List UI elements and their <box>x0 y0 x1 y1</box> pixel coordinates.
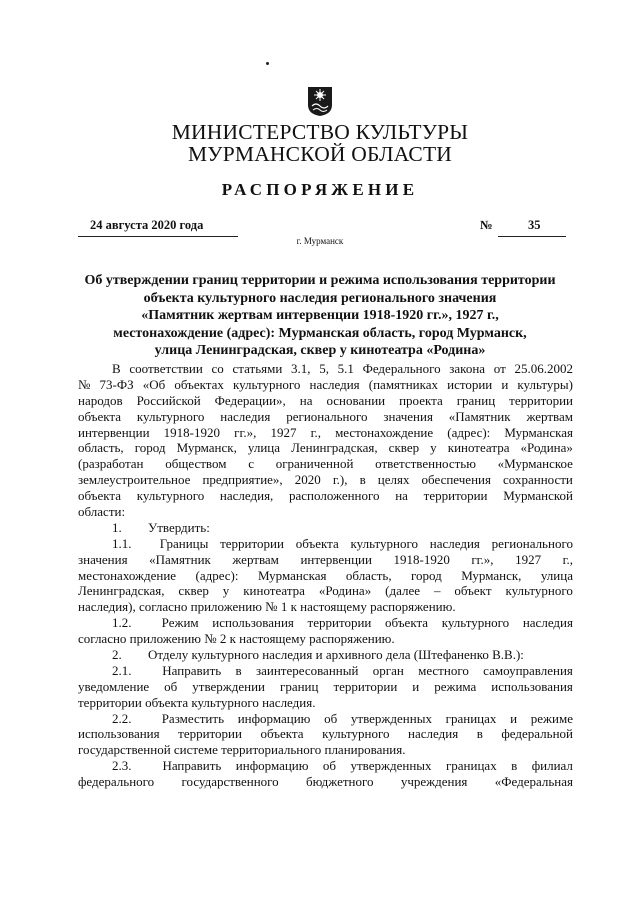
number-sign: № <box>480 218 493 232</box>
item-1-1-line: местонахождение (адрес): Мурманская область, город Мурманск, улица <box>78 567 573 583</box>
scan-speck <box>266 62 269 65</box>
document-city: г. Мурманск <box>296 236 344 246</box>
coat-of-arms-icon <box>307 86 333 117</box>
intro-line: область, город Мурманск, улица Ленинградская, сквер у кинотеатра «Родина» <box>78 440 573 456</box>
item-2-3-line: федерального государственного бюджетного учреждения «Федеральная <box>78 774 573 790</box>
title-line: улица Ленинградская, сквер у кинотеатра «Родина» <box>154 343 486 358</box>
document-type: РАСПОРЯЖЕНИЕ <box>221 180 419 199</box>
title-line: «Памятник жертвам интервенции 1918-1920 гг.», 1927 г., <box>141 308 499 323</box>
title-line: местонахождение (адрес): Мурманская область, город Мурманск, <box>113 325 527 341</box>
title-line: объекта культурного наследия регионального значения <box>143 290 497 306</box>
intro-line: В соответствии со статьями 3.1, 5, 5.1 Федерального закона от 25.06.2002 <box>112 361 573 376</box>
intro-line: интервенции 1918-1920 гг.», 1927 г., местонахождение (адрес): Мурманская <box>78 424 573 440</box>
item-2-3: 2.3. Направить информацию об утвержденных границах в филиал <box>112 758 573 774</box>
ministry-line-2: МУРМАНСКОЙ ОБЛАСТИ <box>187 142 452 166</box>
intro-line: (разработан обществом с ограниченной ответственностью «Мурманское <box>78 456 573 472</box>
intro-line: объекта культурного наследия регионального значения «Памятник жертвам <box>78 408 573 424</box>
item-1-2: 1.2. Режим использования территории объекта культурного наследия <box>112 615 573 631</box>
item-2-1: 2.1. Направить в заинтересованный орган местного самоуправления <box>112 662 573 678</box>
item-1-1-line: значения «Памятник жертвам интервенции 1918-1920 гг.», 1927 г., <box>78 551 573 567</box>
document-date: 24 августа 2020 года <box>90 218 204 232</box>
intro-line: объекта культурного наследия, расположенного на территории Мурманской <box>78 488 573 504</box>
item-1-1-line: Ленинградская, сквер у кинотеатра «Родина» (далее – объект культурного <box>78 583 573 599</box>
intro-line: землеустроительное предприятие», 2020 г.), в целях обеспечения сохранности <box>78 472 573 488</box>
item-2-1-line: территории объекта культурного наследия. <box>78 694 316 710</box>
intro-line: № 73-ФЗ «Об объектах культурного наследия (памятниках истории и культуры) <box>78 376 573 392</box>
item-2-2: 2.2. Разместить информацию об утвержденных границах и режиме <box>112 710 573 726</box>
document-title <box>60 272 580 360</box>
ministry-line-1: МИНИСТЕРСТВО КУЛЬТУРЫ <box>171 120 469 144</box>
item-2-2-line: использования территории объекта культурного наследия в федеральной <box>78 726 573 742</box>
item-2-1-line: уведомление об утверждении границ территории и режима использования <box>78 678 573 694</box>
intro-line: области: <box>78 504 126 520</box>
ministry-name <box>0 121 640 165</box>
document-number: 35 <box>528 218 541 232</box>
item-1-1: 1.1. Границы территории объекта культурного наследия регионального <box>112 535 573 551</box>
item-2: 2. Отделу культурного наследия и архивного дела (Штефаненко В.В.): <box>112 647 524 663</box>
intro-line: народов Российской Федерации», на основании проекта границ территории <box>78 392 573 408</box>
title-line: Об утверждении границ территории и режима использования территории <box>84 273 556 288</box>
item-1-2-line: согласно приложению № 2 к настоящему распоряжению. <box>78 631 395 647</box>
item-1: 1. Утвердить: <box>112 519 210 535</box>
document-body <box>78 361 573 790</box>
item-2-2-line: государственной системе территориального планирования. <box>78 742 406 758</box>
item-1-1-line: наследия), согласно приложению № 1 к настоящему распоряжению. <box>78 599 456 615</box>
